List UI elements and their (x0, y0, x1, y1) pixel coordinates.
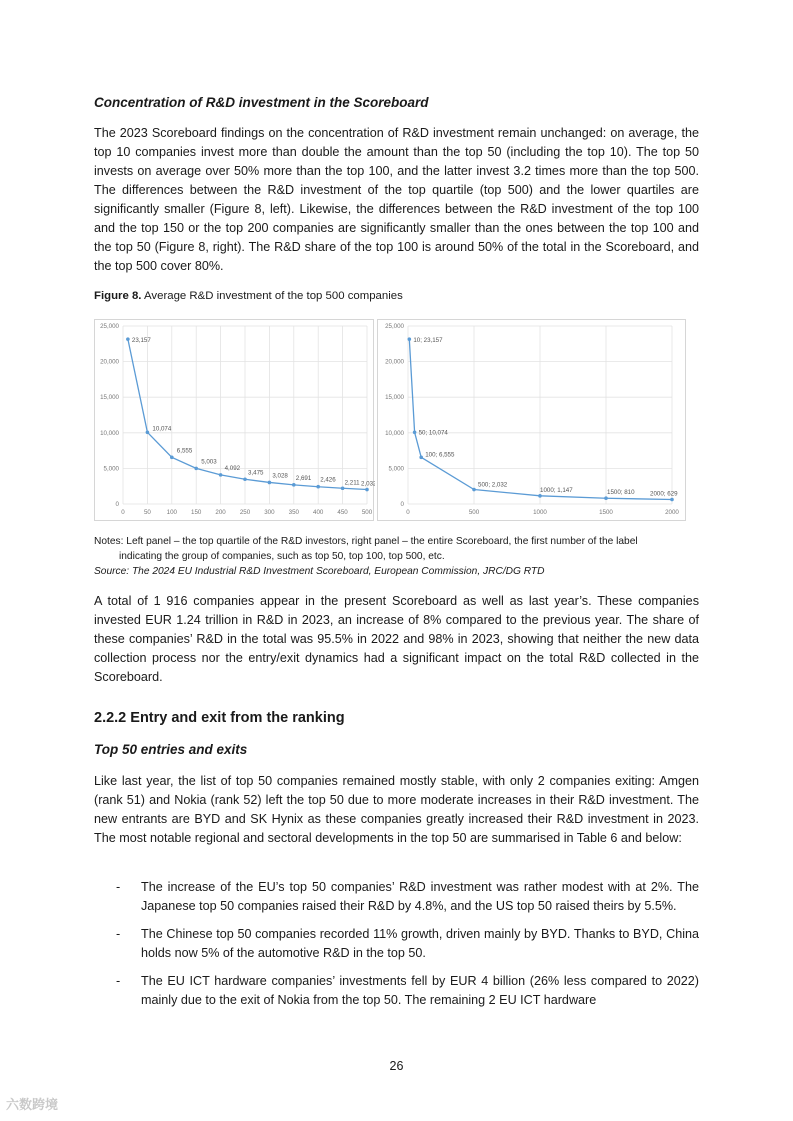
x-tick-label: 250 (239, 509, 251, 516)
y-tick-label: 10,000 (100, 429, 119, 437)
data-label: 2,032 (361, 480, 375, 488)
data-point (419, 456, 423, 460)
paragraph-concentration: The 2023 Scoreboard findings on the concentration of R&D investment remain unchanged: on average, the top 10 companies invest more than double the amount than the top 50 (including the top 10). The top 50 invests on average over 50% more than the top 100, and the latter invest 3.2 times more than the top 500. The differences between the R&D investment of the top quartile (top 500) and the lower quartiles are significantly smaller (Figure 8, left). Likewise, the differences between the R&D investment of the top 100 and the top 150 or the top 200 companies are significantly smaller than the ones between the top 100 and the top 50 (Figure 8, right). The R&D share of the top 100 is around 50% of the total in the Scoreboard, and the top 500 cover 80%. (94, 126, 699, 273)
y-tick-label: 0 (400, 501, 404, 508)
data-point (243, 477, 247, 481)
x-tick-label: 200 (215, 509, 226, 516)
x-tick-label: 100 (166, 509, 177, 516)
data-point (538, 494, 542, 498)
data-point (219, 473, 223, 477)
x-tick-label: 0 (121, 509, 125, 516)
x-tick-label: 500 (361, 509, 373, 516)
x-tick-label: 400 (313, 509, 324, 516)
data-point (413, 430, 417, 434)
chart-left-svg (95, 320, 375, 522)
data-point (316, 485, 320, 489)
bullet-list (94, 878, 699, 1019)
data-label: 2,691 (295, 474, 312, 482)
data-point (126, 337, 130, 341)
paragraph-total-companies: A total of 1 916 companies appear in the present Scoreboard as well as last year’s. These companies invested EUR 1.24 trillion in R&D in 2023, an increase of 8% compared to the previous year. The share of these companies’ R&D in the total was 95.5% in 2022 and 98% in 2023, showing that neither the new data collection process nor the entry/exit dynamics had a significant impact on the total R&D collected in the Scoreboard. (94, 594, 699, 684)
list-item: - The increase of the EU’s top 50 companies’ R&D investment was rather modest with at 2%. The Japanese top 50 companies raised their R&D by 4.8%, and the US top 50 raised theirs by 5.5%. (116, 880, 699, 913)
data-point (194, 467, 198, 471)
x-tick-label: 150 (191, 509, 202, 516)
y-tick-label: 20,000 (100, 358, 119, 366)
x-tick-label: 0 (406, 509, 410, 516)
data-label: 10,074 (152, 425, 172, 433)
notes-line-2: indicating the group of companies, such as top 50, top 100, top 500, etc. (119, 551, 445, 562)
x-tick-label: 350 (288, 509, 299, 516)
notes-line-1: Notes: Left panel – the top quartile of the R&D investors, right panel – the entire Scoreboard, the first number of the label (94, 536, 638, 547)
data-label: 6,555 (176, 447, 193, 455)
data-label: 3,028 (272, 472, 288, 480)
data-label: 23,157 (131, 337, 151, 345)
data-label: 2,211 (344, 479, 360, 487)
dash-bullet: - (116, 927, 121, 941)
x-tick-label: 2000 (665, 509, 679, 516)
figure-caption (94, 290, 699, 302)
data-label: 2,426 (320, 476, 336, 484)
data-label: 1000; 1,147 (540, 486, 573, 494)
dash-bullet: - (116, 880, 121, 894)
y-tick-label: 15,000 (100, 394, 119, 402)
y-tick-label: 15,000 (385, 394, 404, 402)
y-tick-label: 5,000 (103, 465, 119, 473)
x-tick-label: 1000 (533, 509, 547, 516)
data-point (408, 337, 412, 341)
data-label: 10; 23,157 (413, 337, 443, 345)
data-point (604, 496, 608, 500)
y-tick-label: 25,000 (385, 323, 404, 330)
series-line (409, 339, 672, 499)
data-label: 100; 6,555 (425, 451, 455, 459)
data-label: 5,003 (201, 458, 217, 466)
data-label: 2000; 629 (650, 490, 678, 498)
dash-bullet: - (116, 974, 121, 988)
data-point (268, 481, 272, 485)
x-tick-label: 1500 (599, 509, 613, 516)
y-tick-label: 25,000 (100, 323, 119, 330)
data-point (170, 456, 174, 460)
data-label: 3,475 (248, 469, 264, 477)
chart-left-panel (94, 319, 374, 521)
y-tick-label: 20,000 (385, 358, 404, 366)
figure-caption-text: Average R&D investment of the top 500 companies (144, 290, 403, 302)
x-tick-label: 500 (468, 509, 480, 516)
data-point (341, 486, 345, 490)
figure-source: Source: The 2024 EU Industrial R&D Investment Scoreboard, European Commission, JRC/DG RTD (94, 566, 545, 577)
data-point (292, 483, 296, 487)
section-subheading-concentration: Concentration of R&D investment in the Scoreboard (94, 95, 429, 110)
data-label: 50; 10,074 (418, 429, 448, 437)
figure-label: Figure 8. (94, 290, 142, 302)
paragraph-top50: Like last year, the list of top 50 companies remained mostly stable, with only 2 companies exiting: Amgen (rank 51) and Nokia (rank 52) left the top 50 due to more moderate increases in their R&D investment. The new entrants are BYD and SK Hynix as these companies greatly increased their R&D investment in 2023. The most notable regional and sectoral developments in the top 50 are summarised in Table 6 and below: (94, 774, 699, 845)
data-label: 4,092 (224, 464, 241, 472)
y-tick-label: 10,000 (385, 429, 404, 437)
data-point (670, 498, 674, 502)
data-point (365, 488, 369, 492)
data-point (472, 488, 476, 492)
page-number: 26 (389, 1059, 404, 1073)
chart-right-panel (377, 319, 686, 521)
y-tick-label: 5,000 (388, 465, 404, 473)
chart-right-svg (378, 320, 687, 522)
figure-notes (94, 534, 699, 579)
x-tick-label: 50 (143, 509, 151, 516)
x-tick-label: 450 (337, 509, 348, 516)
list-item: - The EU ICT hardware companies’ investments fell by EUR 4 billion (26% less compared to 2022) mainly due to the exit of Nokia from the top 50. The remaining 2 EU ICT hardware (116, 974, 699, 1007)
section-heading-entry-exit: 2.2.2 Entry and exit from the ranking (94, 710, 345, 726)
y-tick-label: 0 (115, 501, 119, 508)
watermark: 六数跨境 (6, 1097, 59, 1112)
list-item: - The Chinese top 50 companies recorded 11% growth, driven mainly by BYD. Thanks to BYD, China holds now 5% of the automotive R&D in the top 50. (116, 927, 699, 960)
subheading-top50: Top 50 entries and exits (94, 742, 248, 757)
data-point (146, 430, 150, 434)
x-tick-label: 300 (264, 509, 275, 516)
data-label: 1500; 810 (607, 489, 635, 497)
data-label: 500; 2,032 (478, 481, 508, 489)
